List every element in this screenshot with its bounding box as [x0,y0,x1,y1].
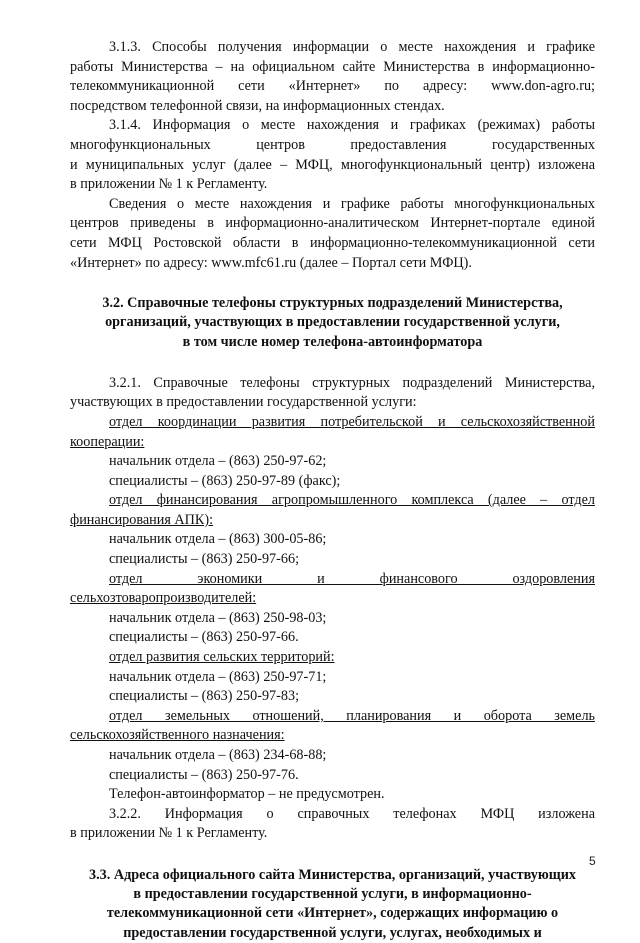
text-line: в приложении № 1 к Регламенту. [70,825,268,842]
phone-line: специалисты – (863) 250-97-89 (факс); [109,472,341,489]
phone-line: специалисты – (863) 250-97-83; [109,688,300,705]
department-economics [70,570,595,648]
phone-line: специалисты – (863) 250-97-66; [109,551,300,568]
phone-line: начальник отдела – (863) 250-97-62; [109,453,327,470]
department-name: отдел земельных отношений, планирования и оборота земель [109,707,595,724]
department-coordination [70,413,595,491]
text-line: сети МФЦ Ростовской области в информационно-телекоммуникационной сети [70,234,595,251]
phone-line: начальник отдела – (863) 234-68-88; [109,747,327,764]
heading-line: в предоставлении государственной услуги, в информационно- [133,886,532,903]
heading-line: предоставлении государственной услуги, услугах, необходимых и [123,924,542,941]
text-line: 3.1.4. Информация о месте нахождения и графиках (режимах) работы [109,117,595,134]
department-name: кооперации: [70,433,145,450]
department-name: сельхозтоваропроизводителей: [70,590,257,607]
department-name: отдел экономики и финансового оздоровления [109,570,595,587]
heading-line: 3.2. Справочные телефоны структурных подразделений Министерства, [102,295,563,312]
spacer [70,273,595,294]
autoinformer-line: Телефон-автоинформатор – не предусмотрен. [109,786,385,803]
paragraph-3-1-3 [70,38,595,116]
department-name: отдел развития сельских территорий: [109,649,335,666]
department-name: финансирования АПК): [70,511,214,528]
text-line: в приложении № 1 к Регламенту. [70,176,268,193]
department-name: сельскохозяйственного назначения: [70,727,285,744]
text-line: 3.2.2. Информация о справочных телефонах МФЦ изложена [109,805,595,822]
text-line: и муниципальных услуг (далее – МФЦ, многофункциональный центр) изложена [70,156,595,173]
paragraph-3-2-1 [70,374,595,413]
department-rural-development [70,648,595,707]
page-number: 5 [589,854,596,868]
text-line: участвующих в предоставлении государственной услуги: [70,394,417,411]
page-content [70,38,595,943]
heading-line: организаций, участвующих в предоставлении государственной услуги, [105,314,560,331]
text-line: Сведения о месте нахождения и графике работы многофункциональных [109,195,595,212]
heading-line: в том числе номер телефона-автоинформатора [182,333,483,350]
paragraph-3-2-2 [70,805,595,844]
paragraph-3-1-4 [70,116,595,194]
department-name: отдел координации развития потребительской и сельскохозяйственной [109,413,595,430]
section-heading-3-2 [70,294,595,352]
text-line: 3.2.1. Справочные телефоны структурных подразделений Министерства, [109,374,595,391]
department-land-relations [70,707,595,785]
phone-line: специалисты – (863) 250-97-66. [109,629,299,646]
phone-line: начальник отдела – (863) 300-05-86; [109,531,327,548]
phone-line: специалисты – (863) 250-97-76. [109,766,299,783]
text-line: «Интернет» по адресу: www.mfc61.ru (далее – Портал сети МФЦ). [70,254,472,271]
department-financing [70,491,595,569]
paragraph-mfc-info [70,195,595,273]
text-line: многофункциональных центров предоставления государственных [70,136,595,153]
spacer [70,352,595,374]
text-line: центров приведены в информационно-аналитическом Интернет-портале единой [70,215,595,232]
spacer [70,844,595,866]
phone-line: начальник отдела – (863) 250-97-71; [109,668,327,685]
heading-line: телекоммуникационной сети «Интернет», содержащих информацию о [106,905,559,922]
text-line: телекоммуникационной сети «Интернет» по адресу: www.don-agro.ru; [70,78,595,95]
section-heading-3-3 [70,866,595,943]
text-line: посредством телефонной связи, на информационных стендах. [70,97,445,114]
department-name: отдел финансирования агропромышленного комплекса (далее – отдел [109,492,595,509]
heading-line: 3.3. Адреса официального сайта Министерства, организаций, участвующих [89,866,576,883]
text-line: 3.1.3. Способы получения информации о месте нахождения и графике [109,39,595,55]
phone-line: начальник отдела – (863) 250-98-03; [109,609,327,626]
text-line: работы Министерства – на официальном сайте Министерства в информационно- [70,58,595,75]
